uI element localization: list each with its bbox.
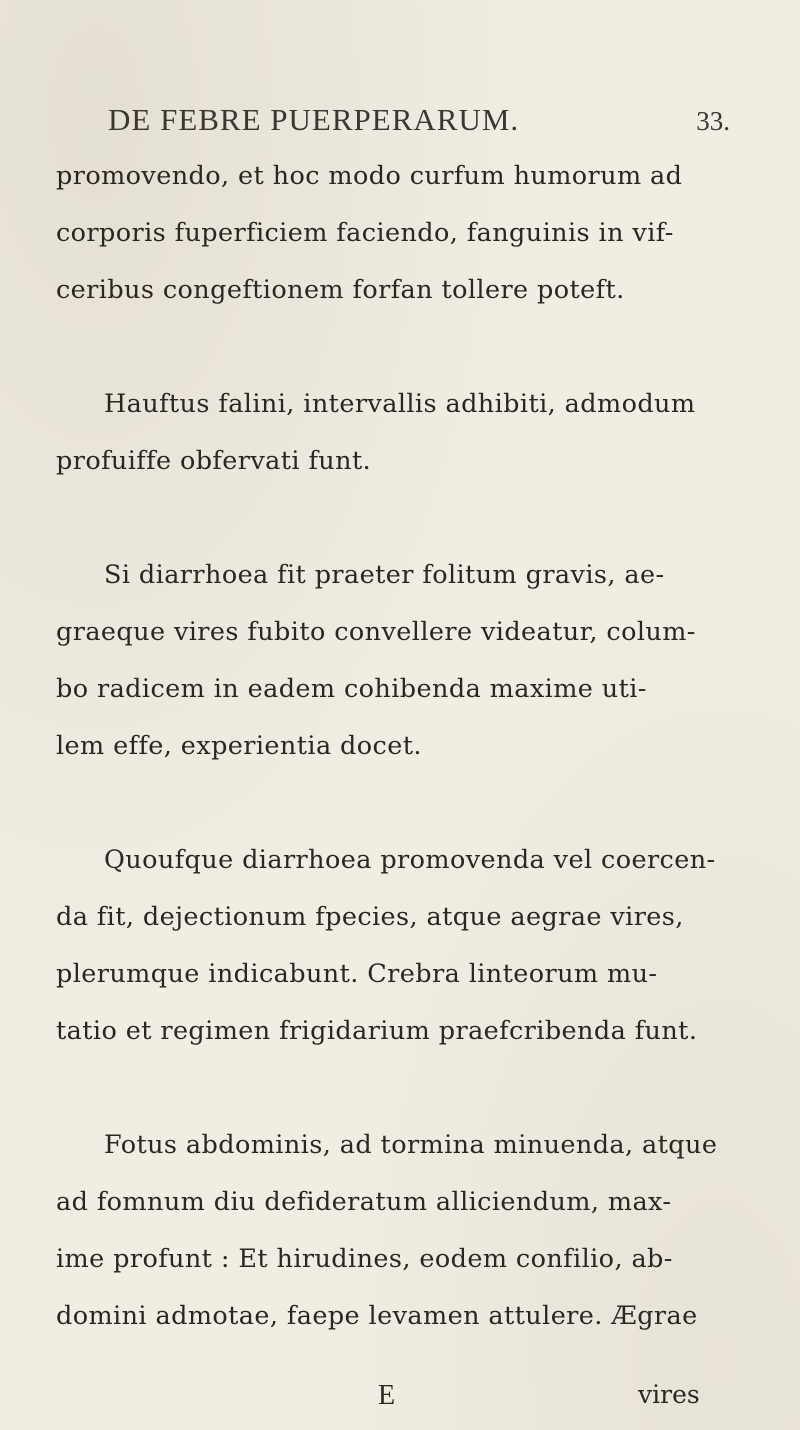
page-footer [0,1380,800,1420]
text-line: Fotus abdominis, ad tormina minuenda, atque [104,1130,718,1160]
page-number: 33. [696,106,730,136]
paragraph-gap [56,1060,756,1117]
text-line: graeque vires fubito convellere videatur, colum- [56,617,696,647]
text-line: Si diarrhoea fit praeter folitum gravis, ae- [104,560,665,590]
paragraph [56,1117,756,1345]
text-line: domini admotae, faepe levamen attulere. Ægrae [56,1301,698,1331]
signature-mark: E [378,1380,396,1411]
text-line: profuiffe obfervati funt. [56,446,372,476]
text-line: plerumque indicabunt. Crebra linteorum mu- [56,959,658,989]
paragraph-gap [56,490,756,547]
paragraph [56,376,756,490]
text-line: da fit, dejectionum fpecies, atque aegrae vires, [56,902,684,932]
running-head: DE FEBRE PUERPERARUM. [108,102,520,137]
paragraph [56,547,756,775]
paragraph-gap [56,775,756,832]
text-line: ad fomnum diu defideratum alliciendum, max- [56,1187,672,1217]
text-line: promovendo, et hoc modo curfum humorum ad [56,161,683,191]
text-line: ime profunt : Et hirudines, eodem confilio, ab- [56,1244,673,1274]
catchword: vires [638,1380,700,1409]
text-line: ceribus congeftionem forfan tollere poteft. [56,275,625,305]
paragraph [56,148,756,319]
text-line: tatio et regimen frigidarium praefcribenda funt. [56,1016,698,1046]
text-line: bo radicem in eadem cohibenda maxime uti- [56,674,647,704]
page-header [108,102,730,142]
paragraph-gap [56,319,756,376]
text-line: Quoufque diarrhoea promovenda vel coercen- [104,845,716,875]
text-line: Hauftus falini, intervallis adhibiti, admodum [104,389,696,419]
text-line: corporis fuperficiem faciendo, fanguinis in vif- [56,218,674,248]
text-line: lem effe, experientia docet. [56,731,422,761]
body-text [56,148,756,1345]
paragraph [56,832,756,1060]
